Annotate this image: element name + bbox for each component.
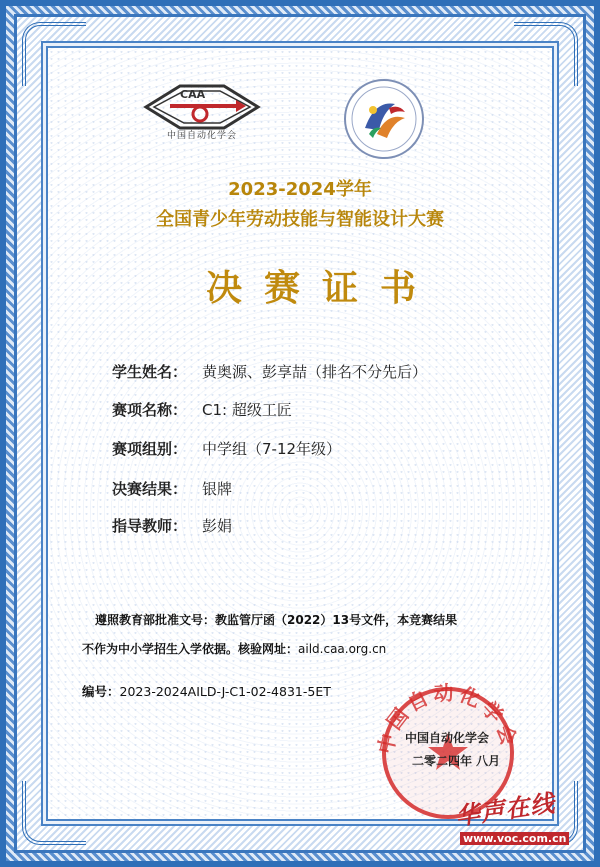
- competition-logo: [343, 78, 425, 160]
- verify-url[interactable]: aild.caa.org.cn: [298, 642, 387, 656]
- field-label: 赛项组别：: [112, 440, 188, 458]
- field-final-result: [112, 478, 232, 499]
- certificate-title: 决赛证书: [205, 267, 438, 309]
- field-event-group: [112, 438, 341, 459]
- field-label: 学生姓名：: [112, 363, 188, 381]
- field-label: 赛项名称：: [112, 401, 188, 419]
- corner-ornament: [514, 22, 578, 86]
- notice-prefix: 不作为中小学招生入学依据。核验网址：: [82, 642, 299, 656]
- caa-logo-text: 中国自动化学会: [166, 131, 237, 141]
- field-student-name: [112, 361, 427, 382]
- field-value: 黄奥源、彭享喆（排名不分先后）: [202, 363, 428, 381]
- field-value: C1: 超级工匠: [202, 401, 292, 419]
- issuer-name: 中国自动化学会: [405, 731, 490, 745]
- issue-date: 二零二四年 八月: [412, 754, 501, 768]
- field-value: 银牌: [202, 480, 233, 498]
- serial-number: [82, 682, 331, 700]
- caa-logo: [140, 82, 264, 144]
- notice-line-2: [82, 640, 386, 657]
- competition-name: 全国青少年劳动技能与智能设计大赛: [156, 209, 444, 230]
- field-value: 中学组（7-12年级）: [202, 440, 342, 458]
- academic-year: 2023-2024学年: [228, 179, 372, 200]
- serial-label: 编号：: [82, 684, 120, 699]
- field-instructor: [112, 515, 232, 536]
- serial-value: 2023-2024AILD-J-C1-02-4831-5ET: [119, 684, 331, 699]
- watermark-url: www.voc.com.cn: [460, 832, 569, 845]
- caa-abbr: CAA: [180, 88, 206, 101]
- seal-text: 中国自动化学会: [373, 680, 523, 756]
- competition-emblem-icon: [343, 78, 425, 160]
- field-value: 彭娟: [202, 517, 233, 535]
- field-event-name: [112, 399, 292, 420]
- notice-line-1: 遵照教育部批准文号：教监管厅函（2022）13号文件，本竞赛结果: [95, 613, 458, 627]
- corner-ornament: [22, 781, 86, 845]
- watermark-logo: 华声在线: [453, 788, 557, 831]
- corner-ornament: [22, 22, 86, 86]
- field-label: 决赛结果：: [112, 480, 188, 498]
- field-label: 指导教师：: [112, 517, 188, 535]
